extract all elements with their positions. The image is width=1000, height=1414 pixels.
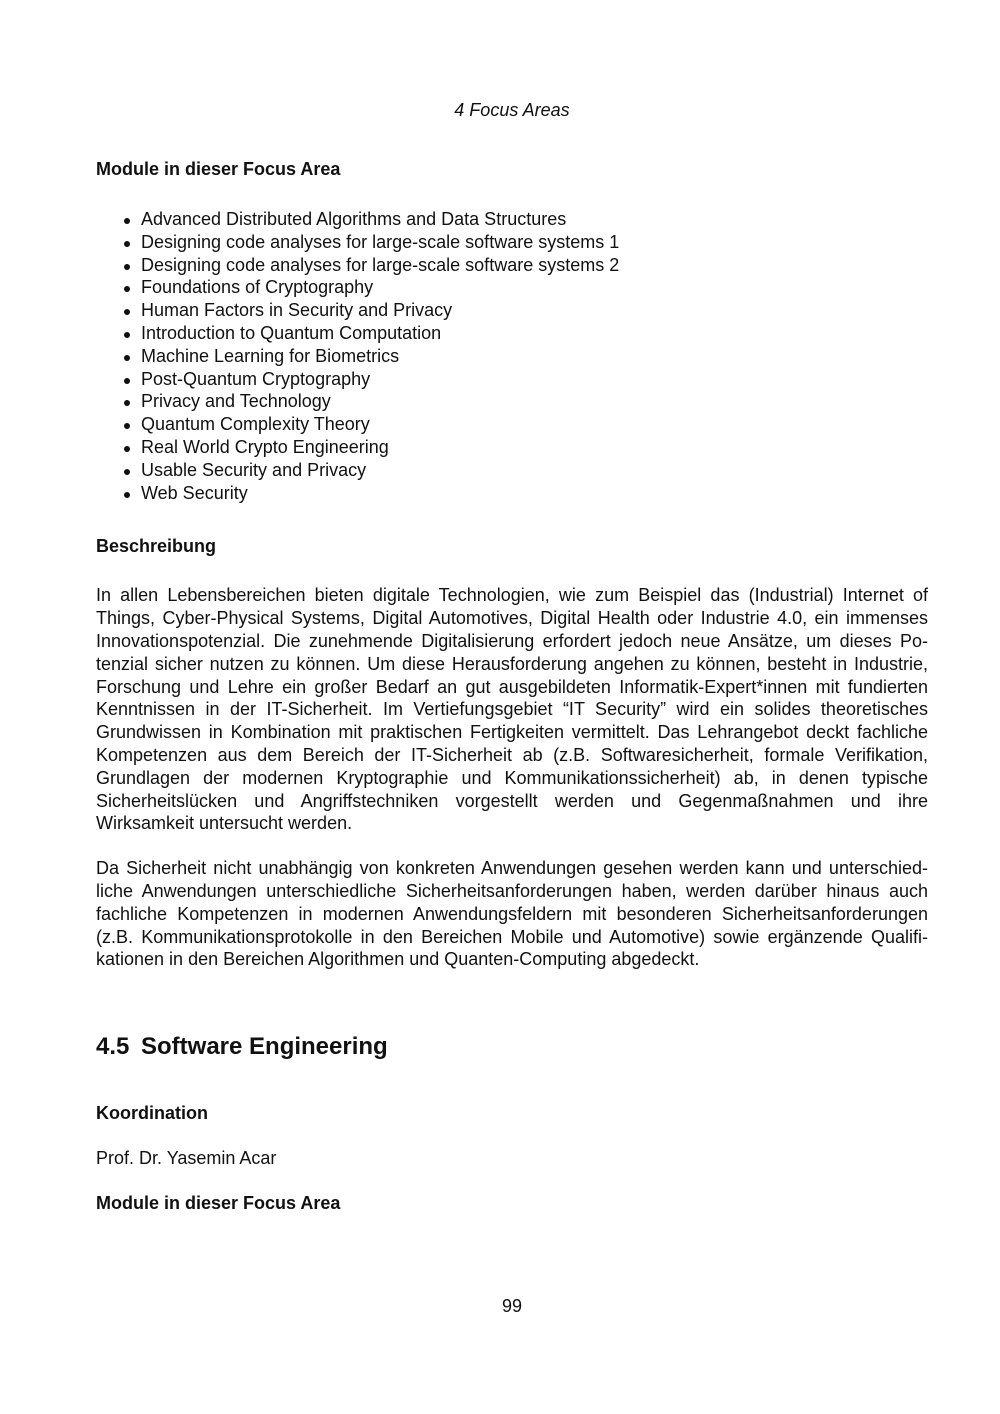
list-item: Real World Crypto Engineering xyxy=(122,436,928,459)
running-head: 4 Focus Areas xyxy=(454,100,570,120)
coordinator-name: Prof. Dr. Yasemin Acar xyxy=(96,1148,277,1169)
section-title: Software Engineering xyxy=(141,1033,388,1061)
list-item: Web Security xyxy=(122,482,928,505)
modules-heading: Module in dieser Focus Area xyxy=(96,159,341,179)
list-item: Usable Security and Privacy xyxy=(122,459,928,482)
page-content xyxy=(96,156,928,1216)
description-paragraph-1: In allen Lebensbereichen bieten digitale Technologien, wie zum Beispiel das (Industrial) Internet of Things, Cyber-Physical Systems, Digital Automotives, Digital Health oder Industrie 4.0, ein immenses Innovationspotenzial. Die zunehmende Digitalisierung erfordert jedoch neue Ansätze, um dieses Potenzial sicher nutzen zu können. Um diese Herausforderung angehen zu können, besteht in Industrie, Forschung und Lehre ein großer Bedarf an gut ausgebildeten Informatik-Expert*innen mit fundierten Kenntnissen in der IT-Sicherheit. Im Vertiefungsgebiet “IT Security” wird ein solides theoretisches Grundwissen in Kombination mit praktischen Fertigkeiten vermittelt. Das Lehrangebot deckt fachliche Kompetenzen aus dem Bereich der IT-Sicherheit ab (z.B. Softwaresicherheit, formale Verifikation, Grundlagen der modernen Kryptographie und Kommunikationssicherheit) ab, in denen typische Sicherheitslücken und Angriffstechniken vorgestellt werden und Gegenmaßnahmen und ihre Wirksamkeit untersucht werden. xyxy=(96,585,928,834)
module-list xyxy=(96,208,928,504)
modules-heading-software-engineering: Module in dieser Focus Area xyxy=(96,1193,341,1214)
list-item: Quantum Complexity Theory xyxy=(122,413,928,436)
list-item: Human Factors in Security and Privacy xyxy=(122,299,928,322)
section-heading-software-engineering xyxy=(96,1032,928,1062)
list-item: Privacy and Technology xyxy=(122,390,928,413)
list-item: Foundations of Cryptography xyxy=(122,276,928,299)
list-item: Advanced Distributed Algorithms and Data Structures xyxy=(122,208,928,231)
page-number: 99 xyxy=(501,1296,523,1316)
list-item: Introduction to Quantum Computation xyxy=(122,322,928,345)
list-item: Machine Learning for Biometrics xyxy=(122,345,928,368)
list-item: Designing code analyses for large-scale software systems 2 xyxy=(122,254,928,277)
description-paragraph-2: Da Sicherheit nicht unabhängig von konkreten Anwendungen gesehen werden kann und unterschiedliche Anwendungen unterschiedliche Sicherheitsanforderungen haben, werden darüber hinaus auch fachliche Kompetenzen in modernen Anwendungsfeldern mit besonderen Sicherheitsanforderungen (z.B. Kommunikationsprotokolle in den Bereichen Mobile und Automotive) sowie ergänzende Qualifikationen in den Bereichen Algorithmen und Quanten-Computing abgedeckt. xyxy=(96,858,928,970)
section-number: 4.5 xyxy=(96,1033,130,1061)
description-heading: Beschreibung xyxy=(96,536,217,557)
list-item: Post-Quantum Cryptography xyxy=(122,368,928,391)
coordination-heading: Koordination xyxy=(96,1103,208,1124)
list-item: Designing code analyses for large-scale software systems 1 xyxy=(122,231,928,254)
